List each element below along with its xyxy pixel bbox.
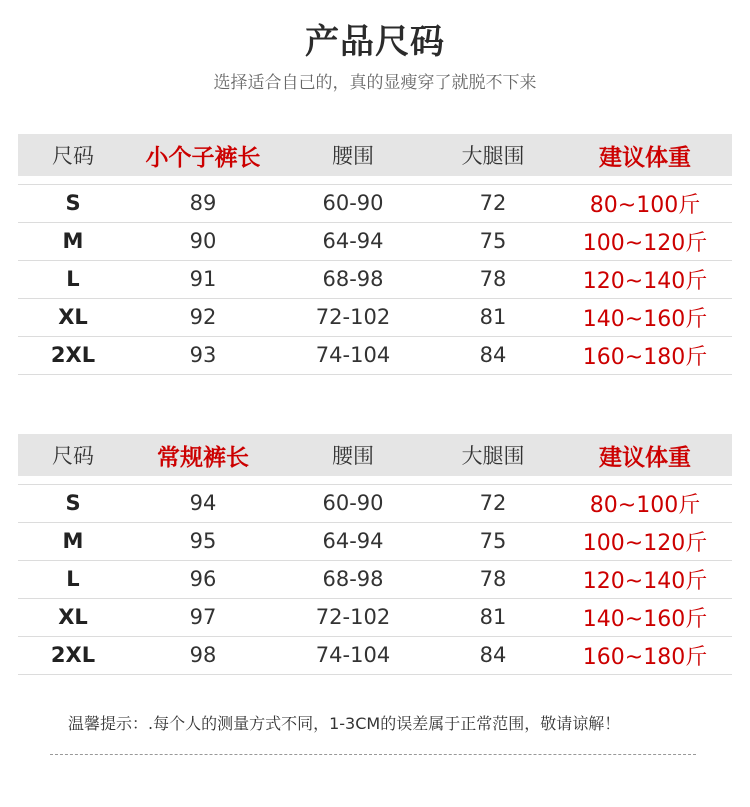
cell-thigh: 78 bbox=[479, 267, 507, 291]
cell-length: 93 bbox=[189, 343, 217, 367]
cell-waist: 74-104 bbox=[315, 343, 391, 367]
table-row bbox=[18, 260, 732, 298]
cell-size: XL bbox=[58, 305, 88, 329]
cell-length: 95 bbox=[189, 529, 217, 553]
cell-thigh: 81 bbox=[479, 605, 507, 629]
cell-waist: 74-104 bbox=[315, 643, 391, 667]
cell-length: 96 bbox=[189, 567, 217, 591]
cell-length: 94 bbox=[189, 491, 217, 515]
cell-size: S bbox=[65, 491, 81, 515]
cell-weight: 100~120斤 bbox=[582, 230, 708, 256]
cell-waist: 60-90 bbox=[322, 191, 384, 215]
dashed-divider bbox=[50, 754, 696, 755]
size-table-petite bbox=[18, 134, 732, 375]
cell-size: 2XL bbox=[50, 343, 96, 367]
cell-weight: 160~180斤 bbox=[582, 344, 708, 370]
cell-thigh: 78 bbox=[479, 567, 507, 591]
header-length: 常规裤长 bbox=[157, 444, 249, 471]
cell-thigh: 81 bbox=[479, 305, 507, 329]
cell-waist: 60-90 bbox=[322, 491, 384, 515]
table-row bbox=[18, 298, 732, 336]
header-thigh: 大腿围 bbox=[461, 144, 525, 168]
cell-size: L bbox=[66, 567, 80, 591]
header-length: 小个子裤长 bbox=[145, 144, 261, 171]
cell-size: S bbox=[65, 191, 81, 215]
cell-weight: 120~140斤 bbox=[582, 268, 708, 294]
table-row bbox=[18, 598, 732, 636]
cell-size: XL bbox=[58, 605, 88, 629]
table-row bbox=[18, 636, 732, 674]
header-size: 尺码 bbox=[52, 444, 94, 468]
cell-length: 92 bbox=[189, 305, 217, 329]
header-waist: 腰围 bbox=[332, 444, 374, 468]
cell-waist: 68-98 bbox=[322, 267, 384, 291]
cell-weight: 140~160斤 bbox=[582, 306, 708, 332]
cell-weight: 80~100斤 bbox=[589, 492, 701, 518]
table-row bbox=[18, 560, 732, 598]
cell-thigh: 75 bbox=[479, 529, 507, 553]
cell-weight: 100~120斤 bbox=[582, 530, 708, 556]
cell-size: M bbox=[62, 529, 84, 553]
table-header-row bbox=[18, 434, 732, 476]
cell-length: 90 bbox=[189, 229, 217, 253]
header-size: 尺码 bbox=[52, 144, 94, 168]
cell-waist: 68-98 bbox=[322, 567, 384, 591]
cell-size: 2XL bbox=[50, 643, 96, 667]
table-spacer bbox=[18, 176, 732, 184]
page-title: 产品尺码 bbox=[305, 22, 445, 62]
header-thigh: 大腿围 bbox=[461, 444, 525, 468]
table-row bbox=[18, 522, 732, 560]
cell-weight: 80~100斤 bbox=[589, 192, 701, 218]
table-spacer bbox=[18, 476, 732, 484]
header-weight: 建议体重 bbox=[599, 144, 691, 171]
size-table-regular bbox=[18, 434, 732, 675]
cell-length: 98 bbox=[189, 643, 217, 667]
cell-length: 89 bbox=[189, 191, 217, 215]
cell-thigh: 72 bbox=[479, 491, 507, 515]
cell-weight: 160~180斤 bbox=[582, 644, 708, 670]
header-waist: 腰围 bbox=[332, 144, 374, 168]
cell-weight: 120~140斤 bbox=[582, 568, 708, 594]
cell-weight: 140~160斤 bbox=[582, 606, 708, 632]
page-subtitle: 选择适合自己的，真的显瘦穿了就脱不下来 bbox=[213, 73, 537, 93]
table-row bbox=[18, 222, 732, 260]
cell-waist: 64-94 bbox=[322, 229, 384, 253]
cell-thigh: 72 bbox=[479, 191, 507, 215]
cell-thigh: 84 bbox=[479, 643, 507, 667]
table-row bbox=[18, 336, 732, 374]
cell-length: 91 bbox=[189, 267, 217, 291]
cell-waist: 64-94 bbox=[322, 529, 384, 553]
cell-length: 97 bbox=[189, 605, 217, 629]
tip-note: 温馨提示：.每个人的测量方式不同，1-3CM的误差属于正常范围，敬请谅解！ bbox=[68, 714, 621, 733]
cell-size: M bbox=[62, 229, 84, 253]
cell-thigh: 84 bbox=[479, 343, 507, 367]
cell-waist: 72-102 bbox=[315, 605, 391, 629]
table-header-row bbox=[18, 134, 732, 176]
table-row bbox=[18, 484, 732, 522]
table-row bbox=[18, 184, 732, 222]
header-weight: 建议体重 bbox=[599, 444, 691, 471]
cell-waist: 72-102 bbox=[315, 305, 391, 329]
cell-size: L bbox=[66, 267, 80, 291]
cell-thigh: 75 bbox=[479, 229, 507, 253]
